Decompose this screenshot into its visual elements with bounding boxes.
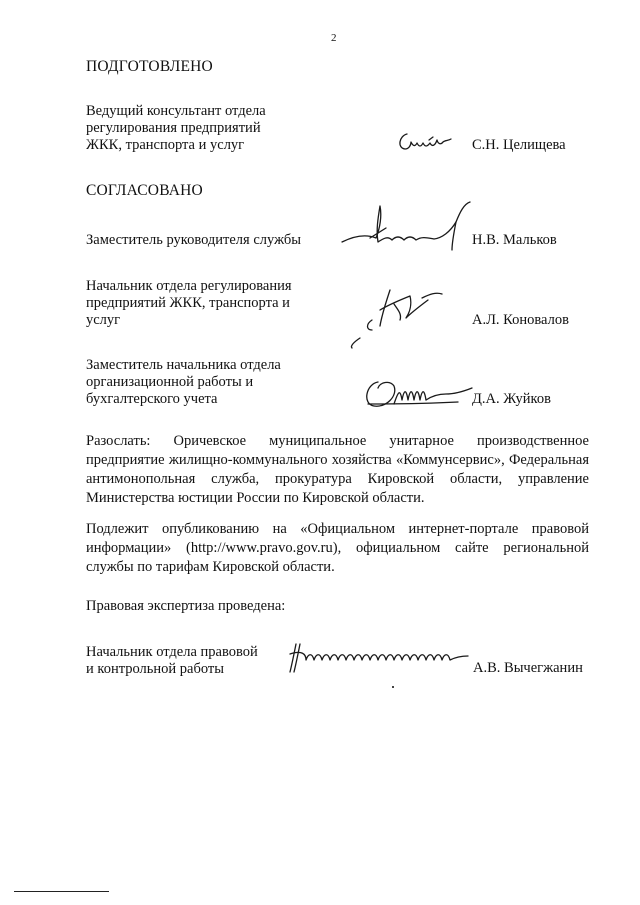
footer-rule — [14, 891, 109, 892]
prepared-position-line: ЖКК, транспорта и услуг — [86, 137, 245, 153]
prepared-heading: ПОДГОТОВЛЕНО — [86, 58, 213, 75]
distribution-text: Разослать: Оричевское муниципальное унитарное производственное предприятие жилищно-коммунального хозяйства «Коммунсервис», Федеральная антимонопольная служба, прокуратура Кировской области, управление Министерства юстиции России по Кировской области. — [86, 433, 589, 506]
signer-position-line: бухгалтерского учета — [86, 391, 218, 407]
prepared-position-line: Ведущий консультант отдела — [86, 103, 266, 119]
signature-zhuikov — [358, 374, 478, 414]
signer-name: А.Л. Коновалов — [472, 312, 569, 328]
signature-tselishcheva — [395, 128, 455, 156]
legal-review-name: А.В. Вычегжанин — [473, 660, 583, 676]
signer-position-line: организационной работы и — [86, 374, 254, 390]
publication-text: Подлежит опубликованию на «Официальном интернет-портале правовой информации» (http://www.pravo.gov.ru), официальном сайте региональной службы по тарифам Кировской области. — [86, 521, 589, 575]
legal-review-position-line: и контрольной работы — [86, 661, 224, 677]
signer-name: Н.В. Мальков — [472, 232, 557, 248]
agreed-heading: СОГЛАСОВАНО — [86, 182, 203, 199]
page-number: 2 — [331, 32, 337, 44]
signature-malkov — [340, 198, 475, 256]
prepared-position-line: регулирования предприятий — [86, 120, 261, 136]
scan-mark — [392, 686, 394, 688]
signer-position-line: услуг — [86, 312, 121, 328]
signature-vychegzhanin — [286, 640, 472, 676]
signer-position-line: Заместитель руководителя службы — [86, 232, 302, 248]
signer-position-line: предприятий ЖКК, транспорта и — [86, 295, 290, 311]
signature-konovalov — [340, 280, 450, 352]
signer-name: Д.А. Жуйков — [472, 391, 551, 407]
signer-position-line: Начальник отдела регулирования — [86, 278, 292, 294]
prepared-name: С.Н. Целищева — [472, 137, 566, 153]
signer-position-line: Заместитель начальника отдела — [86, 357, 281, 373]
legal-review-heading: Правовая экспертиза проведена: — [86, 598, 286, 614]
legal-review-position-line: Начальник отдела правовой — [86, 644, 258, 660]
